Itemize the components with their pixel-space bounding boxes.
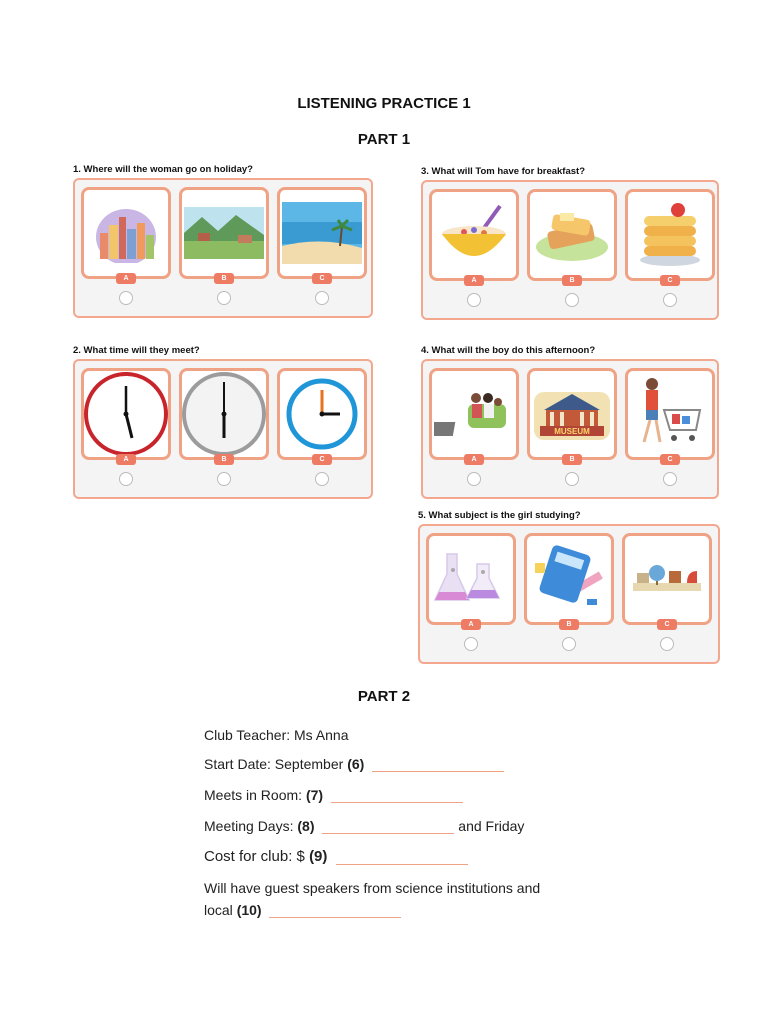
local-label: local bbox=[204, 902, 233, 918]
toast-icon bbox=[527, 189, 617, 281]
option-letter-c: C bbox=[660, 275, 680, 286]
option-letter-c: C bbox=[657, 619, 677, 630]
part2-heading: PART 2 bbox=[357, 688, 411, 705]
clock-three-oclock-icon bbox=[277, 368, 367, 460]
option-4b[interactable] bbox=[527, 368, 617, 497]
question-1 bbox=[73, 164, 373, 318]
radio-4a[interactable] bbox=[467, 472, 481, 486]
question-5-panel bbox=[418, 524, 720, 664]
question-5 bbox=[418, 510, 720, 664]
cost-line bbox=[204, 848, 468, 865]
radio-1c[interactable] bbox=[315, 291, 329, 305]
option-3b[interactable] bbox=[527, 189, 617, 318]
question-3-text: 3. What will Tom have for breakfast? bbox=[421, 166, 585, 177]
question-7-number: (7) bbox=[305, 787, 324, 803]
start-date-line bbox=[204, 756, 504, 772]
option-letter-a: A bbox=[464, 275, 484, 286]
option-letter-b: B bbox=[214, 273, 234, 284]
radio-5a[interactable] bbox=[464, 637, 478, 651]
option-1a[interactable] bbox=[81, 187, 171, 316]
shopping-cart-icon bbox=[625, 368, 715, 460]
radio-4c[interactable] bbox=[663, 472, 677, 486]
history-geography-icon bbox=[622, 533, 712, 625]
question-6-number: (6) bbox=[347, 756, 365, 772]
museum-sign-text: MUSEUM bbox=[554, 427, 590, 436]
question-9-number: (9) bbox=[309, 848, 328, 865]
radio-3b[interactable] bbox=[565, 293, 579, 307]
meeting-days-line bbox=[204, 818, 524, 834]
radio-3a[interactable] bbox=[467, 293, 481, 307]
option-letter-b: B bbox=[559, 619, 579, 630]
answer-10-blank[interactable] bbox=[269, 903, 401, 918]
option-5c[interactable] bbox=[622, 533, 712, 662]
part1-heading: PART 1 bbox=[357, 131, 411, 148]
question-2-text: 2. What time will they meet? bbox=[73, 345, 200, 356]
room-label: Meets in Room: bbox=[204, 787, 303, 803]
chemistry-flasks-icon bbox=[426, 533, 516, 625]
option-2b[interactable] bbox=[179, 368, 269, 497]
radio-2c[interactable] bbox=[315, 472, 329, 486]
pancakes-icon bbox=[625, 189, 715, 281]
question-3-panel bbox=[421, 180, 719, 320]
museum-icon bbox=[527, 368, 617, 460]
question-8-number: (8) bbox=[297, 818, 315, 834]
question-1-panel bbox=[73, 178, 373, 318]
speakers-text: Will have guest speakers from science institutions and bbox=[204, 880, 541, 896]
radio-5c[interactable] bbox=[660, 637, 674, 651]
option-letter-a: A bbox=[464, 454, 484, 465]
speakers-line bbox=[204, 880, 540, 896]
option-letter-b: B bbox=[562, 275, 582, 286]
cereal-bowl-icon bbox=[429, 189, 519, 281]
option-5b[interactable] bbox=[524, 533, 614, 662]
option-letter-b: B bbox=[214, 454, 234, 465]
countryside-icon bbox=[179, 187, 269, 279]
option-letter-c: C bbox=[312, 454, 332, 465]
option-4a[interactable] bbox=[429, 368, 519, 497]
answer-7-blank[interactable] bbox=[331, 788, 463, 803]
option-1b[interactable] bbox=[179, 187, 269, 316]
local-line bbox=[204, 902, 401, 918]
math-calculator-icon bbox=[524, 533, 614, 625]
option-letter-c: C bbox=[312, 273, 332, 284]
radio-2b[interactable] bbox=[217, 472, 231, 486]
room-line bbox=[204, 787, 463, 803]
meeting-days-suffix: and Friday bbox=[458, 818, 525, 834]
question-4 bbox=[421, 345, 719, 499]
page-title: LISTENING PRACTICE 1 bbox=[297, 95, 471, 112]
question-2 bbox=[73, 345, 373, 499]
city-skyline-icon bbox=[81, 187, 171, 279]
beach-icon bbox=[277, 187, 367, 279]
clock-half-past-twelve-icon bbox=[81, 368, 171, 460]
clock-six-oclock-icon bbox=[179, 368, 269, 460]
option-letter-c: C bbox=[660, 454, 680, 465]
radio-5b[interactable] bbox=[562, 637, 576, 651]
question-4-panel bbox=[421, 359, 719, 499]
option-letter-a: A bbox=[116, 273, 136, 284]
option-4c[interactable] bbox=[625, 368, 715, 497]
option-3a[interactable] bbox=[429, 189, 519, 318]
option-5a[interactable] bbox=[426, 533, 516, 662]
club-teacher-text: Club Teacher: Ms Anna bbox=[204, 727, 349, 743]
option-letter-a: A bbox=[461, 619, 481, 630]
option-1c[interactable] bbox=[277, 187, 367, 316]
question-1-text: 1. Where will the woman go on holiday? bbox=[73, 164, 253, 175]
answer-8-blank[interactable] bbox=[322, 819, 454, 834]
answer-9-blank[interactable] bbox=[336, 850, 468, 865]
meeting-days-label: Meeting Days: bbox=[204, 818, 294, 834]
option-2c[interactable] bbox=[277, 368, 367, 497]
answer-6-blank[interactable] bbox=[372, 757, 504, 772]
start-date-label: Start Date: September bbox=[204, 756, 344, 772]
question-10-number: (10) bbox=[236, 902, 262, 918]
option-2a[interactable] bbox=[81, 368, 171, 497]
option-letter-a: A bbox=[116, 454, 136, 465]
family-watching-tv-icon bbox=[429, 368, 519, 460]
option-3c[interactable] bbox=[625, 189, 715, 318]
question-2-panel bbox=[73, 359, 373, 499]
question-4-text: 4. What will the boy do this afternoon? bbox=[421, 345, 596, 356]
radio-2a[interactable] bbox=[119, 472, 133, 486]
question-5-text: 5. What subject is the girl studying? bbox=[418, 510, 581, 521]
radio-1b[interactable] bbox=[217, 291, 231, 305]
club-teacher-line bbox=[204, 727, 349, 743]
question-3 bbox=[421, 166, 719, 320]
radio-3c[interactable] bbox=[663, 293, 677, 307]
radio-1a[interactable] bbox=[119, 291, 133, 305]
option-letter-b: B bbox=[562, 454, 582, 465]
radio-4b[interactable] bbox=[565, 472, 579, 486]
cost-label: Cost for club: $ bbox=[204, 848, 305, 865]
